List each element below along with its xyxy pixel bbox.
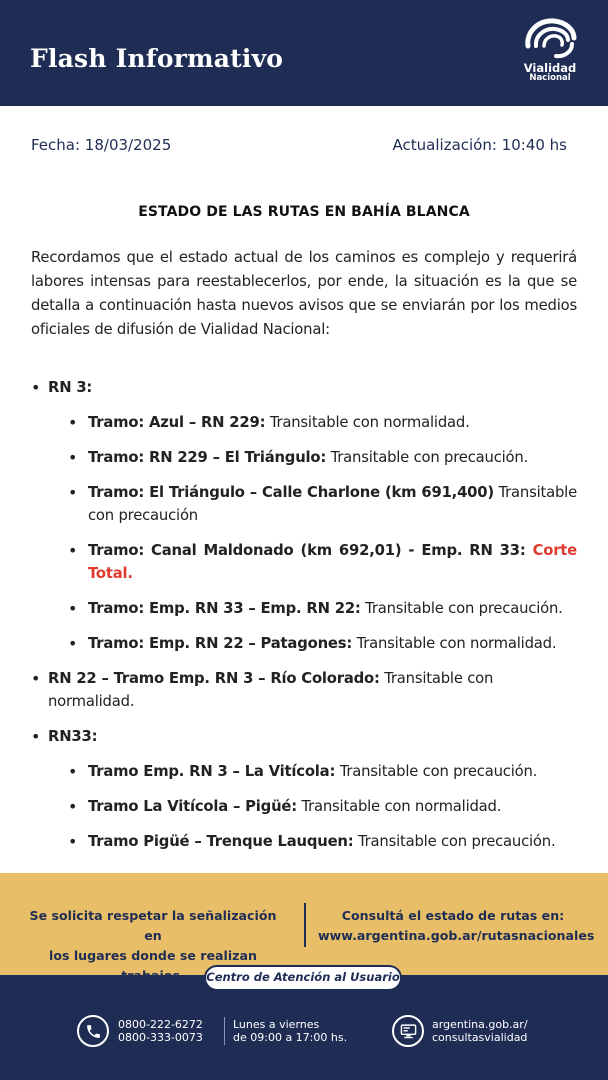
phone-numbers [118,1018,203,1044]
update-time: Actualización: 10:40 hs [392,136,567,154]
routes-list [31,376,577,853]
segment-status: Transitable con precaución. [360,600,563,617]
segment-item [68,795,577,818]
vialidad-logo [514,16,586,90]
segment-item [68,481,577,527]
segment-status: Transitable con precaución. [335,763,538,780]
notice-left-line2: los lugares donde se realizan [49,948,257,963]
notice-left-line1: Se solicita respetar la señalización en [29,908,277,943]
segment-label: Tramo Pigüé – Trenque Lauquen: [88,833,354,850]
segment-item [68,632,577,655]
segment-label: Tramo La Vitícola – Pigüé: [88,798,297,815]
segment-item [68,597,577,620]
segment-label: Tramo: Emp. RN 22 – Patagones: [88,635,353,652]
intro-paragraph: Recordamos que el estado actual de los caminos es complejo y requerirá labores intensas para reestablecerlos, por ende, la situación es la que se detalla a continuación hasta nuevos avisos que se enviarán por los medios oficiales de difusión de Vialidad Nacional: [31,249,577,338]
logo-sub: Nacional [529,73,571,83]
segment-status: Transitable con precaución. [353,833,556,850]
segment-status: Transitable con precaución. [326,449,529,466]
footer [0,970,608,1080]
segment-list [48,760,577,853]
computer-icon [392,1015,424,1047]
segment-status: Transitable con precaución [88,484,577,524]
segment-item [68,446,577,469]
segment-list [48,411,577,655]
notice-banner [0,873,608,975]
segment-label: Tramo: Canal Maldonado (km 692,01) - Emp. RN 33: [88,542,526,559]
route-item [31,667,577,713]
vialidad-logo-icon [522,16,578,60]
section-title: ESTADO DE LAS RUTAS EN BAHÍA BLANCA [138,204,470,220]
segment-label: Tramo: Emp. RN 33 – Emp. RN 22: [88,600,361,617]
help-website-line1: argentina.gob.ar/ [432,1018,528,1031]
help-website[interactable] [432,1018,528,1044]
office-hours-days: Lunes a viernes [233,1018,320,1031]
segment-status: Transitable con normalidad. [352,635,557,652]
segment-item [68,539,577,585]
segment-label: Tramo: Azul – RN 229: [88,414,266,431]
route-item [31,725,577,853]
segment-status: Transitable con normalidad. [265,414,470,431]
segment-item [68,411,577,434]
phone-number-2[interactable]: 0800-333-0073 [118,1031,203,1044]
office-hours-time: de 09:00 a 17:00 hs. [233,1031,348,1044]
notice-right-line1: Consultá el estado de rutas en: [341,908,565,923]
phone-number-1[interactable]: 0800-222-6272 [118,1018,203,1031]
main-content [31,204,577,865]
segment-label: Tramo Emp. RN 3 – La Vitícola: [88,763,336,780]
footer-divider [224,1017,225,1045]
phone-icon [77,1015,109,1047]
customer-service-badge: Centro de Atención al Usuario [204,965,402,991]
header [0,0,608,106]
route-name: RN 22 – Tramo Emp. RN 3 – Río Colorado: [48,670,380,687]
page-title: Flash Informativo [30,44,284,73]
logo-name: Vialidad [523,61,577,75]
notice-consult [318,906,595,946]
report-date: Fecha: 18/03/2025 [31,136,172,154]
segment-status-alert: Corte Total. [88,542,577,582]
segment-item [68,760,577,783]
segment-label: Tramo: El Triángulo – Calle Charlone (km 691,400) [88,484,494,501]
notice-divider [304,903,306,947]
office-hours [233,1018,347,1044]
route-name: RN33: [48,728,98,745]
route-status: Transitable con normalidad. [48,670,494,710]
route-item [31,376,577,655]
segment-status: Transitable con normalidad. [296,798,502,815]
help-website-line2: consultasvialidad [432,1031,528,1044]
routes-website-link[interactable]: www.argentina.gob.ar/rutasnacionales [318,928,595,943]
segment-label: Tramo: RN 229 – El Triángulo: [88,449,327,466]
route-name: RN 3: [48,379,93,396]
segment-item [68,830,577,853]
